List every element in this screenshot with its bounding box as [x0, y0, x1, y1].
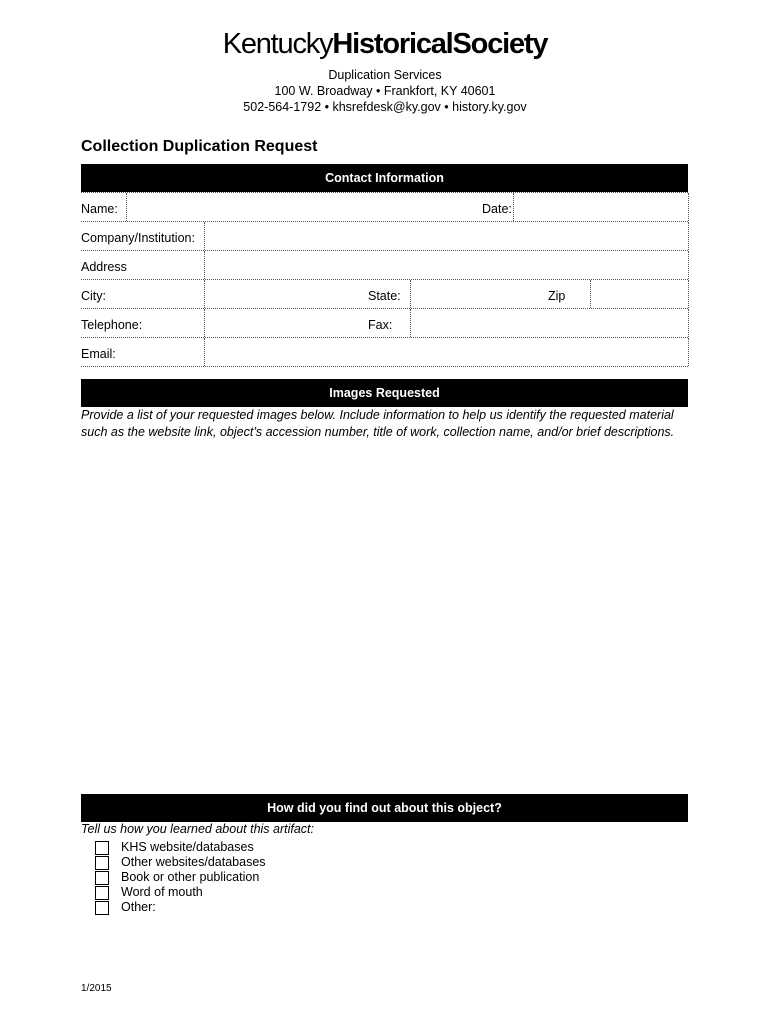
- book-publication-label: Book or other publication: [121, 870, 260, 884]
- email-row: [81, 338, 688, 367]
- company-row: [81, 222, 688, 251]
- telephone-field[interactable]: [204, 309, 367, 337]
- name-label: Name:: [81, 202, 118, 216]
- khs-website-label: KHS website/databases: [121, 840, 254, 854]
- khs-website-checkbox[interactable]: [95, 841, 109, 855]
- society-logo: [0, 28, 770, 61]
- email-field[interactable]: [204, 338, 689, 366]
- logo-text-kentucky: Kentucky: [222, 28, 333, 60]
- source-question-prompt: Tell us how you learned about this artifact:: [81, 822, 315, 836]
- state-label: State:: [368, 289, 401, 303]
- logo-text-historical-society: HistoricalSociety: [332, 28, 548, 60]
- state-field[interactable]: [410, 280, 547, 308]
- book-publication-checkbox[interactable]: [95, 871, 109, 885]
- word-of-mouth-label: Word of mouth: [121, 885, 203, 899]
- address-row: [81, 251, 688, 280]
- date-field[interactable]: [513, 193, 689, 221]
- mailing-address: 100 W. Broadway • Frankfort, KY 40601: [274, 84, 496, 98]
- contact-information-heading: Contact Information: [81, 164, 688, 192]
- name-row: [81, 192, 688, 222]
- fax-field[interactable]: [410, 309, 689, 337]
- source-question-heading: How did you find out about this object?: [81, 794, 688, 822]
- other-checkbox[interactable]: [95, 901, 109, 915]
- city-label: City:: [81, 289, 106, 303]
- contact-information-grid: [81, 192, 688, 367]
- other-label: Other:: [121, 900, 156, 914]
- zip-label: Zip: [548, 289, 566, 303]
- fax-label: Fax:: [368, 318, 393, 332]
- company-field[interactable]: [204, 222, 689, 250]
- word-of-mouth-checkbox[interactable]: [95, 886, 109, 900]
- city-field[interactable]: [204, 280, 367, 308]
- email-label: Email:: [81, 347, 116, 361]
- department-name: Duplication Services: [328, 68, 442, 82]
- other-websites-checkbox[interactable]: [95, 856, 109, 870]
- zip-field[interactable]: [590, 280, 689, 308]
- images-requested-area[interactable]: [81, 445, 688, 785]
- company-label: Company/Institution:: [81, 231, 195, 245]
- contact-line: 502-564-1792 • khsrefdesk@ky.gov • history.ky.gov: [243, 100, 527, 114]
- name-field[interactable]: [126, 193, 473, 221]
- address-field[interactable]: [204, 251, 689, 279]
- images-requested-heading: Images Requested: [81, 379, 688, 407]
- date-label: Date:: [482, 202, 512, 216]
- form-revision-date: 1/2015: [81, 983, 112, 994]
- address-label: Address: [81, 260, 127, 274]
- telephone-label: Telephone:: [81, 318, 143, 332]
- telephone-fax-row: [81, 309, 688, 338]
- other-websites-label: Other websites/databases: [121, 855, 266, 869]
- images-requested-instructions: Provide a list of your requested images below. Include information to help us identify the requested material such as the website link, object’s accession number, title of work, collection name, and/or brief descriptions.: [81, 408, 675, 439]
- form-title: Collection Duplication Request: [81, 138, 318, 155]
- city-state-zip-row: [81, 280, 688, 309]
